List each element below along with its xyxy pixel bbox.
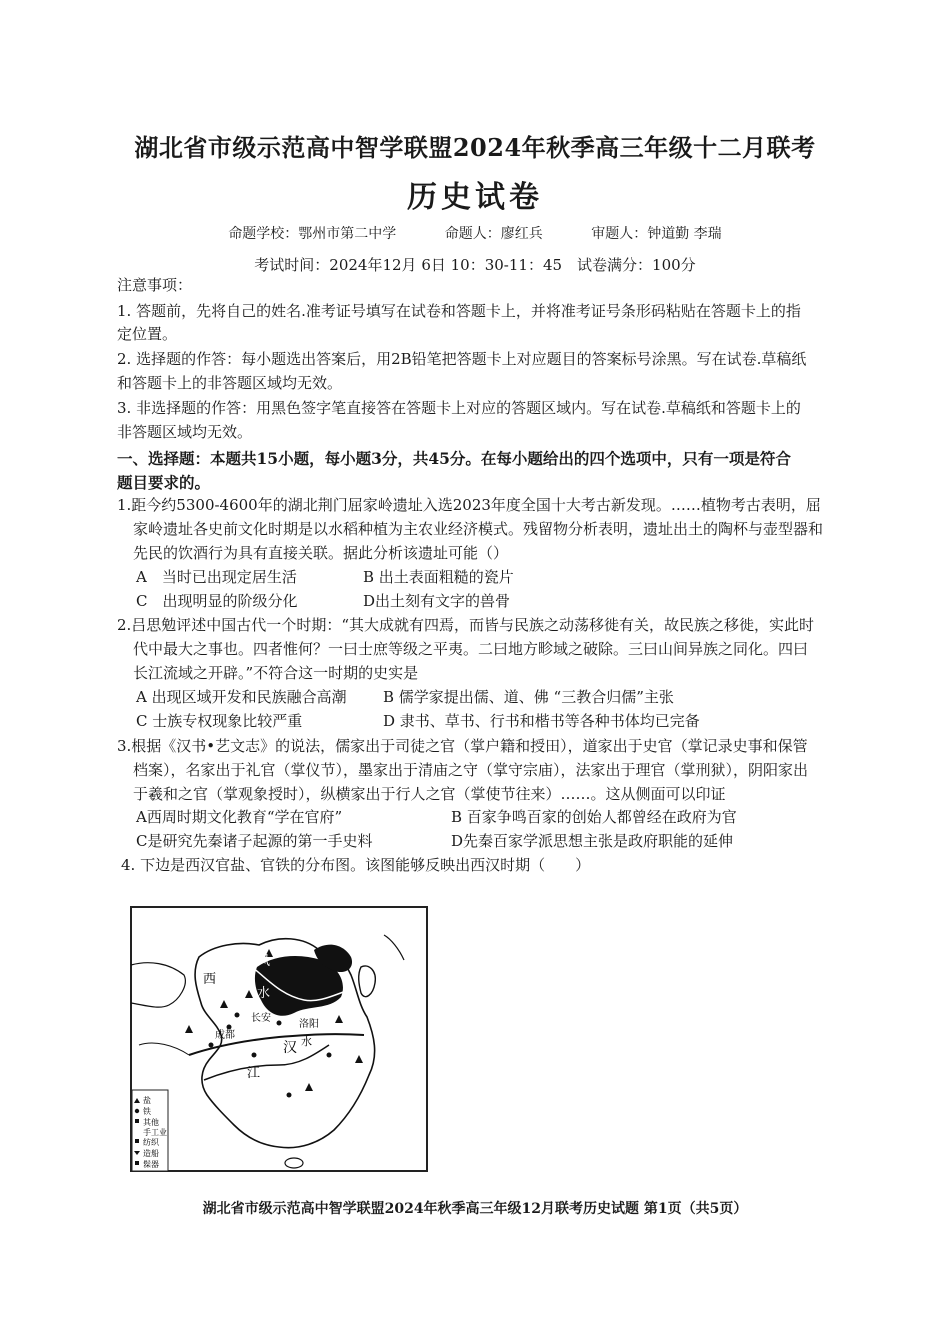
notice-item-2-line-1: 2. 选择题的作答：每小题选出答案后，用2B铅笔把答题卡上对应题目的答案标号涂黑。写在试卷.草稿纸 xyxy=(117,350,807,368)
legend-iron: 铁 xyxy=(143,1107,151,1116)
legend-salt: 盐 xyxy=(143,1096,151,1105)
map-label-shui-2: 水 xyxy=(301,1035,312,1048)
q3-line-3: 于羲和之官（掌观象授时），纵横家出于行人之官（掌使节往来）……。这从侧面可以印证 xyxy=(133,785,726,803)
q1-option-d: D出土刻有文字的兽骨 xyxy=(363,592,511,610)
subject-title: 历史试卷 xyxy=(407,180,543,215)
notice-item-2-line-2: 和答题卡上的非答题区域均无效。 xyxy=(117,374,343,392)
q3-option-d: D先秦百家学派思想主张是政府职能的延伸 xyxy=(451,832,734,850)
legend-other: 其他 xyxy=(143,1118,159,1127)
q2-line-1: 2.吕思勉评述中国古代一个时期：“其大成就有四焉，而皆与民族之动荡移徙有关，故民族之移徙，实此时 xyxy=(117,616,814,634)
map-label-luoyang: 洛阳 xyxy=(299,1019,319,1030)
map-label-jiang: 江 xyxy=(247,1066,261,1081)
q2-line-2: 代中最大之事也。四者惟何？一曰士庶等级之平夷。二曰地方畛域之破除。三曰山间异族之同化。四曰 xyxy=(133,640,809,658)
notice-item-1-line-1: 1. 答题前，先将自己的姓名.准考证号填写在试卷和答题卡上，并将准考证号条形码粘贴在答题卡上的指 xyxy=(117,302,801,320)
page-footer: 湖北省市级示范高中智学联盟2024年秋季高三年级12月联考历史试题 第1页（共5页） xyxy=(202,1201,748,1217)
q3-line-2: 档案），名家出于礼官（掌仪节），墨家出于清庙之守（掌守宗庙），法家出于理官（掌刑狱），阴阳家出 xyxy=(133,761,809,779)
western-han-salt-iron-map xyxy=(129,905,429,1173)
q2-option-a: A 出现区域开发和民族融合高潮 xyxy=(136,688,347,706)
author-info xyxy=(0,223,950,243)
hainan-island xyxy=(285,1158,303,1168)
q1-option-a: A 当时已出现定居生活 xyxy=(136,568,297,586)
q3-line-1: 3.根据《汉书•艺文志》的说法，儒家出于司徒之官（掌户籍和授田），道家出于史官（掌记录史事和保管 xyxy=(117,737,808,755)
q1-line-1: 1.距今约5300-4600年的湖北荆门屈家岭遗址入选2023年度全国十大考古新发现。……植物考古表明，屈 xyxy=(117,496,821,514)
notice-heading: 注意事项： xyxy=(117,276,193,294)
map-label-chengdu: 成都 xyxy=(215,1030,235,1041)
q2-line-3: 长江流域之开辟。”不符合这一时期的史实是 xyxy=(133,664,419,682)
map-label-feng: 风 xyxy=(257,954,271,969)
map-label-xi: 西 xyxy=(203,972,217,987)
q2-option-c: C 士族专权现象比较严重 xyxy=(136,712,303,730)
legend-handcraft: 手工业 xyxy=(143,1128,167,1137)
notice-item-3-line-1: 3. 非选择题的作答：用黑色签字笔直接答在答题卡上对应的答题区域内。写在试卷.草稿纸和答题卡上的 xyxy=(117,399,801,417)
exam-title: 湖北省市级示范高中智学联盟2024年秋季高三年级十二月联考 xyxy=(134,133,816,162)
q1-line-2: 家岭遗址各史前文化时期是以水稻种植为主农业经济模式。残留物分析表明，遗址出土的陶杯与壶型器和 xyxy=(133,520,824,538)
legend-textile: 纺织 xyxy=(143,1138,159,1147)
q3-option-c: C是研究先秦诸子起源的第一手史料 xyxy=(136,832,373,850)
exam-info: 考试时间：2024年12月 6日 10：30-11：45 试卷满分：100分 xyxy=(254,256,696,274)
q1-option-b: B 出土表面粗糙的瓷片 xyxy=(363,568,514,586)
legend-lacquer: 髹器 xyxy=(143,1160,159,1169)
q2-option-d: D 隶书、草书、行书和楷书等各种书体均已完备 xyxy=(383,712,700,730)
map-label-shui: 水 xyxy=(257,986,271,1001)
q4-line-1: 4. 下边是西汉官盐、官铁的分布图。该图能够反映出西汉时期（ ） xyxy=(121,856,591,874)
q1-line-3: 先民的饮酒行为具有直接关联。据此分析该遗址可能（） xyxy=(133,544,509,562)
legend-shipbuilding: 造船 xyxy=(143,1149,159,1158)
q1-option-c: C 出现明显的阶级分化 xyxy=(136,592,298,610)
section-1-line-2: 题目要求的。 xyxy=(117,473,211,492)
map-label-han: 汉 xyxy=(283,1040,297,1056)
section-1-line-1: 一、选择题：本题共15小题，每小题3分，共45分。在每小题给出的四个选项中，只有一项是符合 xyxy=(117,449,791,468)
school-text: 命题学校：鄂州市第二中学 xyxy=(228,226,397,242)
notice-item-3-line-2: 非答题区域均无效。 xyxy=(117,423,253,441)
notice-item-1-line-2: 定位置。 xyxy=(117,325,178,343)
reviewer-text: 审题人：钟道勤 李瑞 xyxy=(591,226,722,242)
q3-option-b: B 百家争鸣百家的创始人都曾经在政府为官 xyxy=(451,808,737,826)
q3-option-a: A西周时期文化教育“学在官府” xyxy=(136,808,343,826)
q2-option-b: B 儒学家提出儒、道、佛 “三教合归儒”主张 xyxy=(383,688,674,706)
setter-text: 命题人：廖红兵 xyxy=(444,226,543,242)
map-label-chang-an: 长安 xyxy=(251,1013,271,1024)
